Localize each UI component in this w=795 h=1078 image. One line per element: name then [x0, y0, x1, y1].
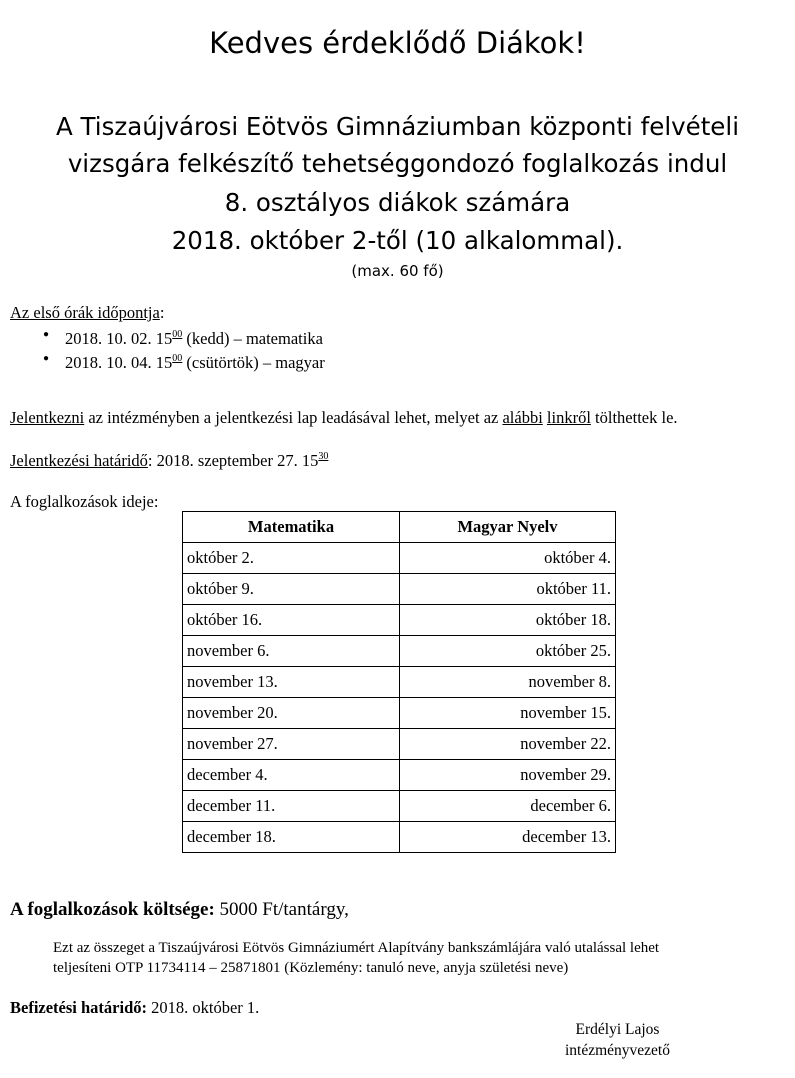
- cost-value: 5000 Ft/tantárgy,: [214, 899, 349, 920]
- table-cell: november 29.: [400, 760, 616, 791]
- table-cell: október 4.: [400, 543, 616, 574]
- signature-name: Erdélyi Lajos: [575, 1021, 660, 1038]
- table-row: [183, 574, 616, 605]
- payment-deadline-value: 2018. október 1.: [147, 998, 260, 1017]
- signature-block: [550, 1019, 685, 1061]
- announcement-line-4: 2018. október 2-től (10 alkalommal).: [171, 226, 624, 255]
- download-link[interactable]: linkről: [546, 408, 591, 427]
- column-header-hungarian: Magyar Nyelv: [400, 512, 616, 543]
- table-row: [183, 667, 616, 698]
- registration-deadline-label: Jelentkezési határidő: [10, 451, 148, 470]
- table-cell: november 20.: [183, 698, 400, 729]
- table-cell: október 25.: [400, 636, 616, 667]
- table-cell: október 2.: [183, 543, 400, 574]
- announcement-line-2: vizsgára felkészítő tehetséggondozó foglalkozás indul: [67, 149, 728, 178]
- payment-note-line-2: teljesíteni OTP 11734114 – 25871801 (Közlemény: tanuló neve, anyja születési neve): [53, 960, 569, 976]
- table-cell: november 27.: [183, 729, 400, 760]
- capacity-note: (max. 60 fő): [351, 262, 444, 280]
- column-header-math: Matematika: [183, 512, 400, 543]
- table-cell: november 13.: [183, 667, 400, 698]
- list-item: ● 2018. 10. 02. $15^{00}$ (kedd) – matematika: [10, 323, 325, 347]
- signature-title: intézményvezető: [564, 1042, 670, 1059]
- table-row: [183, 698, 616, 729]
- table-row: [183, 605, 616, 636]
- announcement-line-1: A Tiszaújvárosi Eötvös Gimnáziumban központi felvételi: [56, 112, 739, 141]
- table-row: [183, 729, 616, 760]
- table-row: [183, 543, 616, 574]
- table-header-row: [183, 512, 616, 543]
- greeting-heading: Kedves érdeklődő Diákok!: [209, 26, 586, 60]
- cost-line: [10, 899, 349, 921]
- table-cell: október 16.: [183, 605, 400, 636]
- registration-deadline: Jelentkezési határidő: 2018. szeptember 27. $15^{30}$: [10, 451, 329, 470]
- table-cell: november 15.: [400, 698, 616, 729]
- registration-paragraph: Jelentkezni az intézményben a jelentkezési lap leadásával lehet, melyet az alábbi linkről tölthettek le.: [10, 408, 678, 427]
- first-classes-list: [10, 323, 325, 371]
- table-row: [183, 760, 616, 791]
- table-row: [183, 636, 616, 667]
- table-cell: november 6.: [183, 636, 400, 667]
- first-classes-section: [10, 303, 325, 371]
- table-cell: november 8.: [400, 667, 616, 698]
- table-cell: október 11.: [400, 574, 616, 605]
- payment-deadline: [10, 998, 259, 1018]
- list-item: ● 2018. 10. 04. $15^{00}$ (csütörtök) – magyar: [10, 347, 325, 371]
- first-classes-label: Az első órák időpontja:: [10, 303, 165, 322]
- table-cell: október 18.: [400, 605, 616, 636]
- table-cell: december 4.: [183, 760, 400, 791]
- schedule-table: [182, 511, 616, 853]
- table-cell: december 6.: [400, 791, 616, 822]
- announcement-line-3: 8. osztályos diákok számára: [224, 188, 571, 217]
- table-row: [183, 822, 616, 853]
- link-below[interactable]: alábbi: [502, 408, 543, 427]
- registration-keyword: Jelentkezni: [10, 408, 85, 427]
- table-cell: október 9.: [183, 574, 400, 605]
- schedule-label: A foglalkozások ideje:: [10, 492, 159, 511]
- table-cell: december 18.: [183, 822, 400, 853]
- payment-deadline-label: Befizetési határidő:: [10, 998, 148, 1017]
- table-cell: december 11.: [183, 791, 400, 822]
- cost-label: A foglalkozások költsége:: [10, 899, 215, 920]
- table-row: [183, 791, 616, 822]
- payment-note: [53, 938, 773, 978]
- payment-note-line-1: Ezt az összeget a Tiszaújvárosi Eötvös Gimnáziumért Alapítvány bankszámlájára való utalással lehet: [53, 940, 660, 956]
- table-cell: december 13.: [400, 822, 616, 853]
- table-cell: november 22.: [400, 729, 616, 760]
